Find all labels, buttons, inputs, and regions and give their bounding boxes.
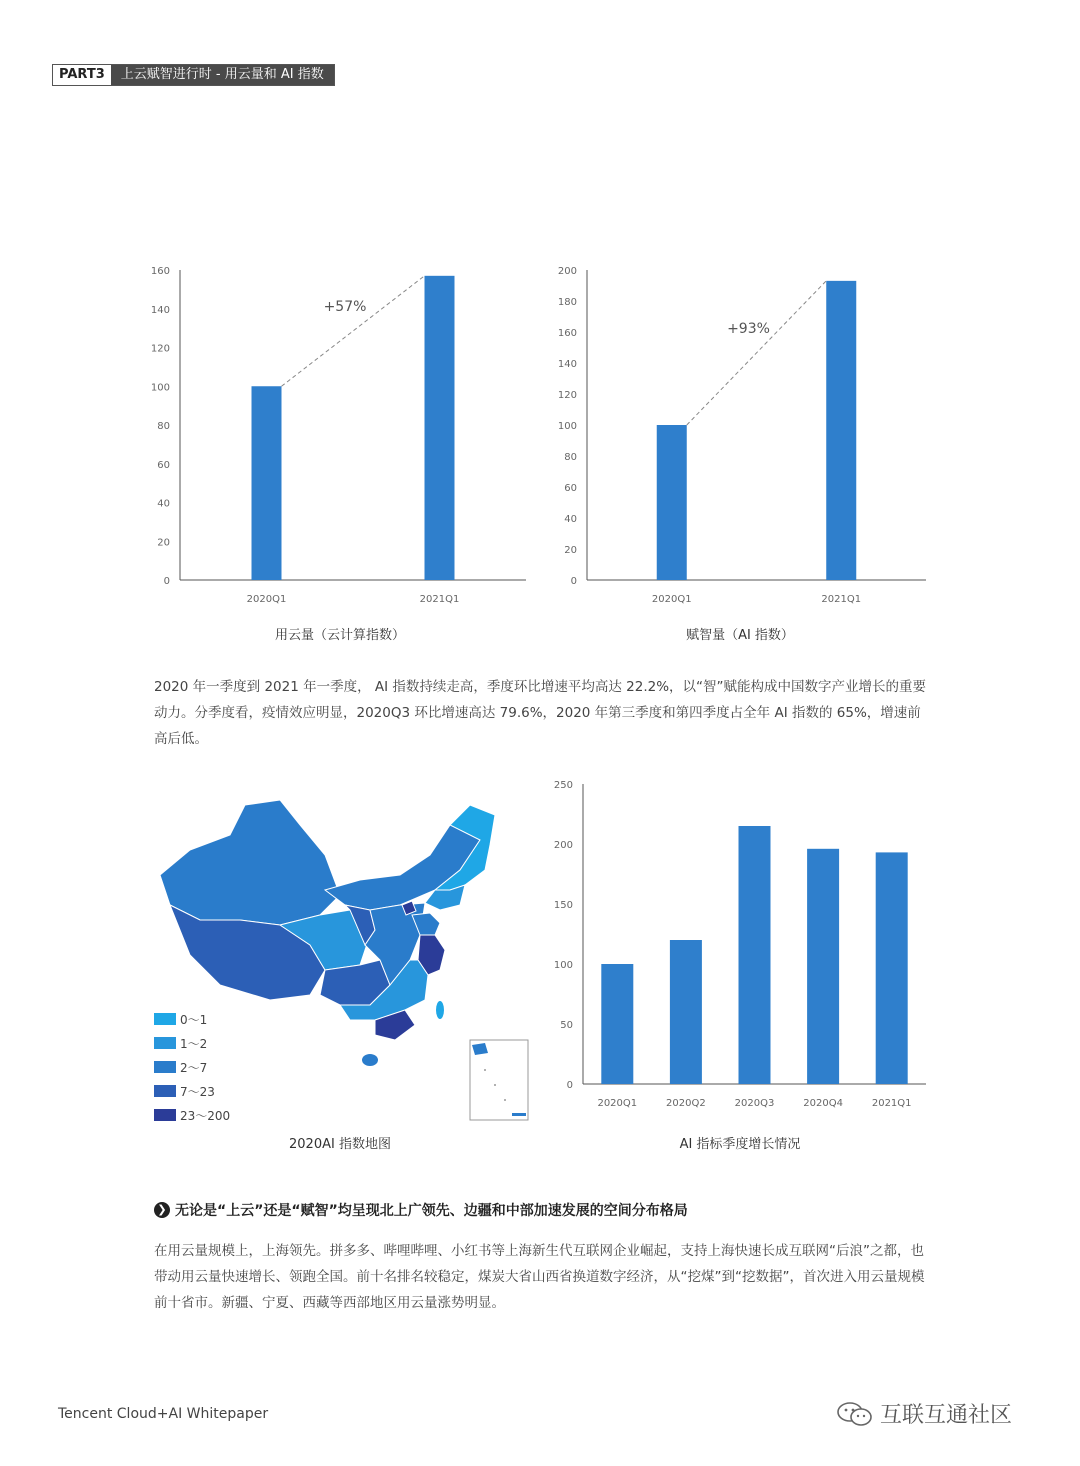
x-tick-label: 2020Q2 <box>666 1098 706 1109</box>
y-tick-label: 0 <box>566 1080 573 1091</box>
ai-volume-chart <box>545 258 940 618</box>
y-tick-label: 150 <box>553 900 573 911</box>
part-number: PART3 <box>53 65 111 85</box>
y-tick-label: 160 <box>150 266 170 277</box>
legend-swatch-2 <box>154 1061 176 1073</box>
growth-dashed-line <box>687 281 827 425</box>
y-tick-label: 20 <box>564 545 577 556</box>
y-tick-label: 100 <box>557 421 577 432</box>
y-tick-label: 200 <box>553 840 573 851</box>
y-tick-label: 80 <box>157 421 170 432</box>
y-tick-label: 180 <box>557 297 577 308</box>
legend-swatch-1 <box>154 1037 176 1049</box>
y-tick-label: 60 <box>157 459 170 471</box>
bar-2021Q1 <box>425 276 455 580</box>
inset-island <box>484 1069 486 1071</box>
x-tick-label: 2020Q1 <box>246 594 287 605</box>
y-tick-label: 20 <box>157 537 170 549</box>
growth-dashed-line <box>282 276 425 386</box>
bar-2020Q1 <box>657 425 687 580</box>
footer-community-name: 互联互通社区 <box>880 1403 1013 1428</box>
legend-label: 2～7 <box>180 1060 208 1075</box>
x-tick-label: 2020Q1 <box>597 1098 638 1109</box>
x-tick-label: 2021Q1 <box>419 594 460 605</box>
legend-swatch-4 <box>154 1109 176 1121</box>
part-header <box>52 64 335 86</box>
part-title: 上云赋智进行时 - 用云量和 AI 指数 <box>111 65 334 85</box>
legend-item <box>154 1031 230 1055</box>
footer-whitepaper-title: Tencent Cloud+AI Whitepaper <box>58 1406 269 1422</box>
legend-label: 23～200 <box>180 1108 231 1123</box>
bar-2021Q1 <box>876 852 908 1084</box>
legend-label: 0～1 <box>180 1012 208 1027</box>
y-tick-label: 120 <box>557 390 577 401</box>
cloud-usage-caption: 用云量（云计算指数） <box>274 628 405 643</box>
y-tick-label: 100 <box>553 960 573 971</box>
bar-2020Q2 <box>670 940 702 1084</box>
legend-item <box>154 1007 230 1031</box>
y-tick-label: 0 <box>570 576 577 587</box>
map-legend <box>154 1007 230 1127</box>
bar-2020Q1 <box>252 386 282 580</box>
legend-label: 7～23 <box>180 1084 215 1099</box>
legend-item <box>154 1103 230 1127</box>
y-tick-label: 40 <box>564 514 577 525</box>
section-heading <box>154 1200 688 1220</box>
growth-annotation: +57% <box>323 299 367 316</box>
y-tick-label: 0 <box>163 576 170 587</box>
bar-2020Q3 <box>739 826 771 1084</box>
x-tick-label: 2020Q4 <box>803 1098 843 1109</box>
paragraph-cloud-usage: 在用云量规模上，上海领先。拼多多、哔哩哔哩、小红书等上海新生代互联网企业崛起，支持上海快速长成互联网“后浪”之都，也带动用云量快速增长、领跑全国。前十名排名较稳定，煤炭大省山西省换道数字经济，从“挖煤”到“挖数据”，首次进入用云量规模前十省市。新疆、宁夏、西藏等西部地区用云量涨势明显。 <box>154 1243 925 1311</box>
map-region-xinjiang <box>160 800 340 925</box>
y-tick-label: 80 <box>564 452 577 463</box>
x-tick-label: 2020Q1 <box>651 594 692 605</box>
section-heading-text: 无论是“上云”还是“赋智”均呈现北上广领先、边疆和中部加速发展的空间分布格局 <box>175 1203 688 1219</box>
wechat-icon <box>836 1401 874 1427</box>
bar-2021Q1 <box>826 281 856 580</box>
map-region-hainan <box>362 1054 378 1066</box>
legend-swatch-3 <box>154 1085 176 1097</box>
y-tick-label: 50 <box>560 1020 573 1031</box>
bar-2020Q1 <box>601 964 633 1084</box>
legend-label: 1～2 <box>180 1036 208 1051</box>
footer-watermark <box>836 1398 1012 1429</box>
y-tick-label: 140 <box>150 304 170 316</box>
chevron-right-icon: ❯ <box>154 1202 170 1218</box>
cloud-usage-chart <box>140 258 540 618</box>
map-region-taiwan <box>436 1001 444 1019</box>
y-tick-label: 250 <box>553 780 573 791</box>
x-tick-label: 2020Q3 <box>734 1098 775 1109</box>
legend-item <box>154 1055 230 1079</box>
growth-annotation: +93% <box>727 320 770 337</box>
bar-2020Q4 <box>807 849 839 1084</box>
x-tick-label: 2021Q1 <box>821 594 862 605</box>
y-tick-label: 100 <box>150 382 170 394</box>
legend-item <box>154 1079 230 1103</box>
y-tick-label: 120 <box>150 343 170 355</box>
ai-quarterly-growth-chart <box>545 772 940 1122</box>
quarterly-growth-caption: AI 指标季度增长情况 <box>679 1137 801 1152</box>
inset-scale-bar <box>512 1113 526 1116</box>
y-tick-label: 200 <box>557 266 577 277</box>
y-tick-label: 140 <box>557 359 577 370</box>
y-tick-label: 160 <box>557 328 577 339</box>
ai-volume-caption: 赋智量（AI 指数） <box>686 628 794 643</box>
map-caption: 2020AI 指数地图 <box>289 1137 391 1152</box>
y-tick-label: 40 <box>157 498 170 510</box>
inset-island <box>494 1084 496 1086</box>
legend-swatch-0 <box>154 1013 176 1025</box>
inset-island <box>504 1099 506 1101</box>
paragraph-ai-index-trend: 2020 年一季度到 2021 年一季度， AI 指数持续走高，季度环比增速平均高达 22.2%，以“智”赋能构成中国数字产业增长的重要动力。分季度看，疫情效应明显，2020Q3 环比增速高达 79.6%，2020 年第三季度和第四季度占全年 AI 指数的 65%，增速前高后低。 <box>154 679 927 747</box>
x-tick-label: 2021Q1 <box>871 1098 912 1109</box>
y-tick-label: 60 <box>564 483 577 494</box>
